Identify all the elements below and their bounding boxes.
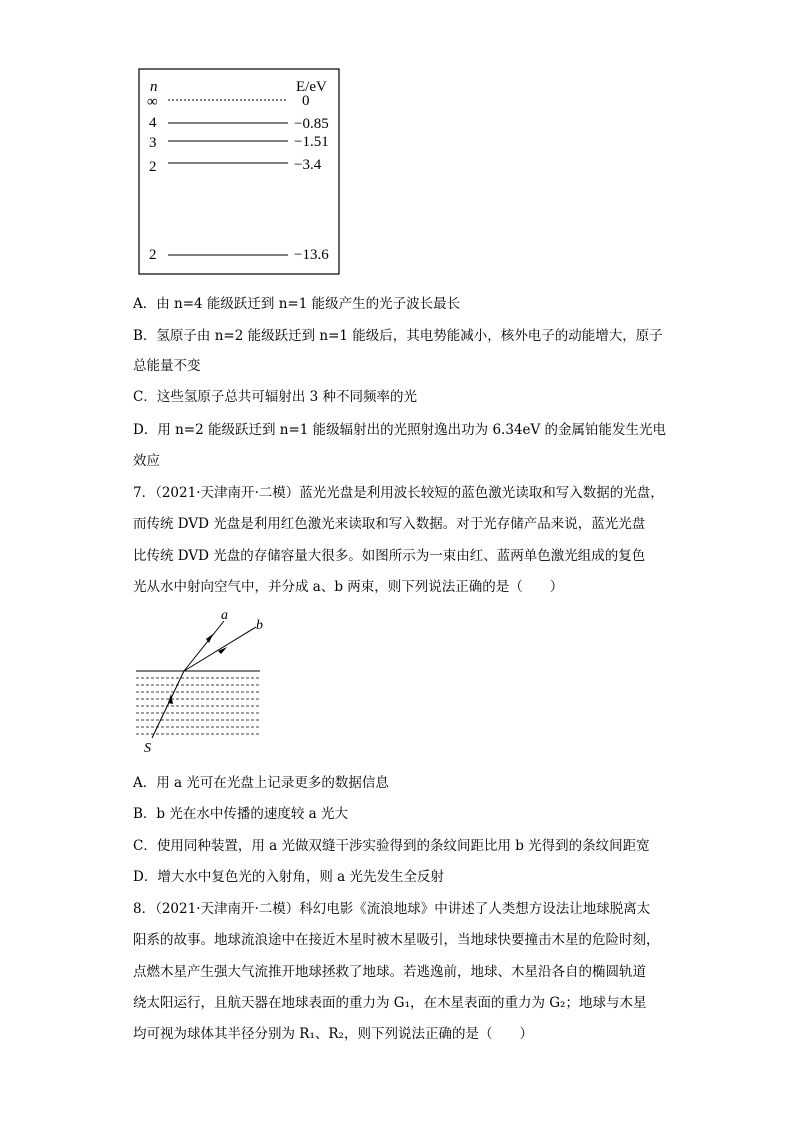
incident-ray xyxy=(152,671,184,738)
ray-a xyxy=(184,621,224,671)
energy-level-diagram xyxy=(138,68,340,276)
level-energy-3: −1.51 xyxy=(294,134,329,150)
energy-axis-label: E/eV xyxy=(296,79,327,95)
level-energy-2: −3.4 xyxy=(294,157,322,173)
n-axis-label: n xyxy=(150,79,158,95)
q7-stem-line-4: 光从水中射向空气中，并分成 a、b 两束，则下列说法正确的是（ ） xyxy=(133,579,564,595)
q8-stem-line-4: 绕太阳运行，且航天器在地球表面的重力为 G₁，在木星表面的重力为 G₂；地球与木星 xyxy=(133,995,647,1011)
level-n-inf: ∞ xyxy=(147,94,158,110)
level-energy-4: −0.85 xyxy=(294,116,329,132)
level-energy-1: −13.6 xyxy=(294,247,329,263)
q8-stem-line-2: 阳系的故事。地球流浪途中在接近木星时被木星吸引，当地球快要撞击木星的危险时刻， xyxy=(133,932,660,948)
q7-option-d: D．增大水中复色光的入射角，则 a 光先发生全反射 xyxy=(133,869,444,885)
q8-stem-line-1: 8．（2021·天津南开·二模）科幻电影《流浪地球》中讲述了人类想方设法让地球脱离太 xyxy=(133,901,651,917)
ray-b xyxy=(184,627,256,671)
q8-stem-line-3: 点燃木星产生强大气流推开地球拯救了地球。若逃逸前，地球、木星沿各自的椭圆轨道 xyxy=(133,964,646,980)
q8-stem-line-5: 均可视为球体其半径分别为 R₁、R₂，则下列说法正确的是（ ） xyxy=(133,1026,533,1042)
level-n-3: 3 xyxy=(149,135,157,151)
level-n-1: 2 xyxy=(149,247,157,263)
q6-option-d-cont: 效应 xyxy=(133,453,160,469)
q7-option-c: C．使用同种装置，用 a 光做双缝干涉实验得到的条纹间距比用 b 光得到的条纹间距宽 xyxy=(133,838,650,854)
ray-b-label: b xyxy=(256,618,263,633)
q6-option-a: A．由 n=4 能级跃迁到 n=1 能级产生的光子波长最长 xyxy=(133,296,461,312)
water-region xyxy=(136,671,260,734)
level-n-2: 2 xyxy=(149,159,157,175)
q7-option-b: B．b 光在水中传播的速度较 a 光大 xyxy=(133,806,348,822)
q6-option-b-cont: 总能量不变 xyxy=(133,358,201,374)
q7-stem-line-1: 7．（2021·天津南开·二模）蓝光光盘是利用波长较短的蓝色激光读取和写入数据的光盘， xyxy=(133,485,664,501)
ray-a-label: a xyxy=(221,608,228,623)
q7-option-a: A．用 a 光可在光盘上记录更多的数据信息 xyxy=(133,775,389,791)
q6-option-c: C．这些氢原子总共可辐射出 3 种不同频率的光 xyxy=(133,389,418,405)
q7-stem-line-3: 比传统 DVD 光盘的存储容量大很多。如图所示为一束由红、蓝两单色激光组成的复色 xyxy=(133,548,646,564)
q7-stem-line-2: 而传统 DVD 光盘是利用红色激光来读取和写入数据。对于光存储产品来说，蓝光光盘 xyxy=(133,516,646,532)
level-n-4: 4 xyxy=(149,115,157,131)
level-energy-inf: 0 xyxy=(302,93,310,109)
refraction-figure xyxy=(134,605,276,757)
q6-option-b: B．氢原子由 n=2 能级跃迁到 n=1 能级后，其电势能减小，核外电子的动能增大，原子 xyxy=(133,328,663,344)
source-label: S xyxy=(144,741,151,756)
q6-option-d: D．用 n=2 能级跃迁到 n=1 能级辐射出的光照射逸出功为 6.34eV 的金属铂能发生光电 xyxy=(133,422,667,438)
